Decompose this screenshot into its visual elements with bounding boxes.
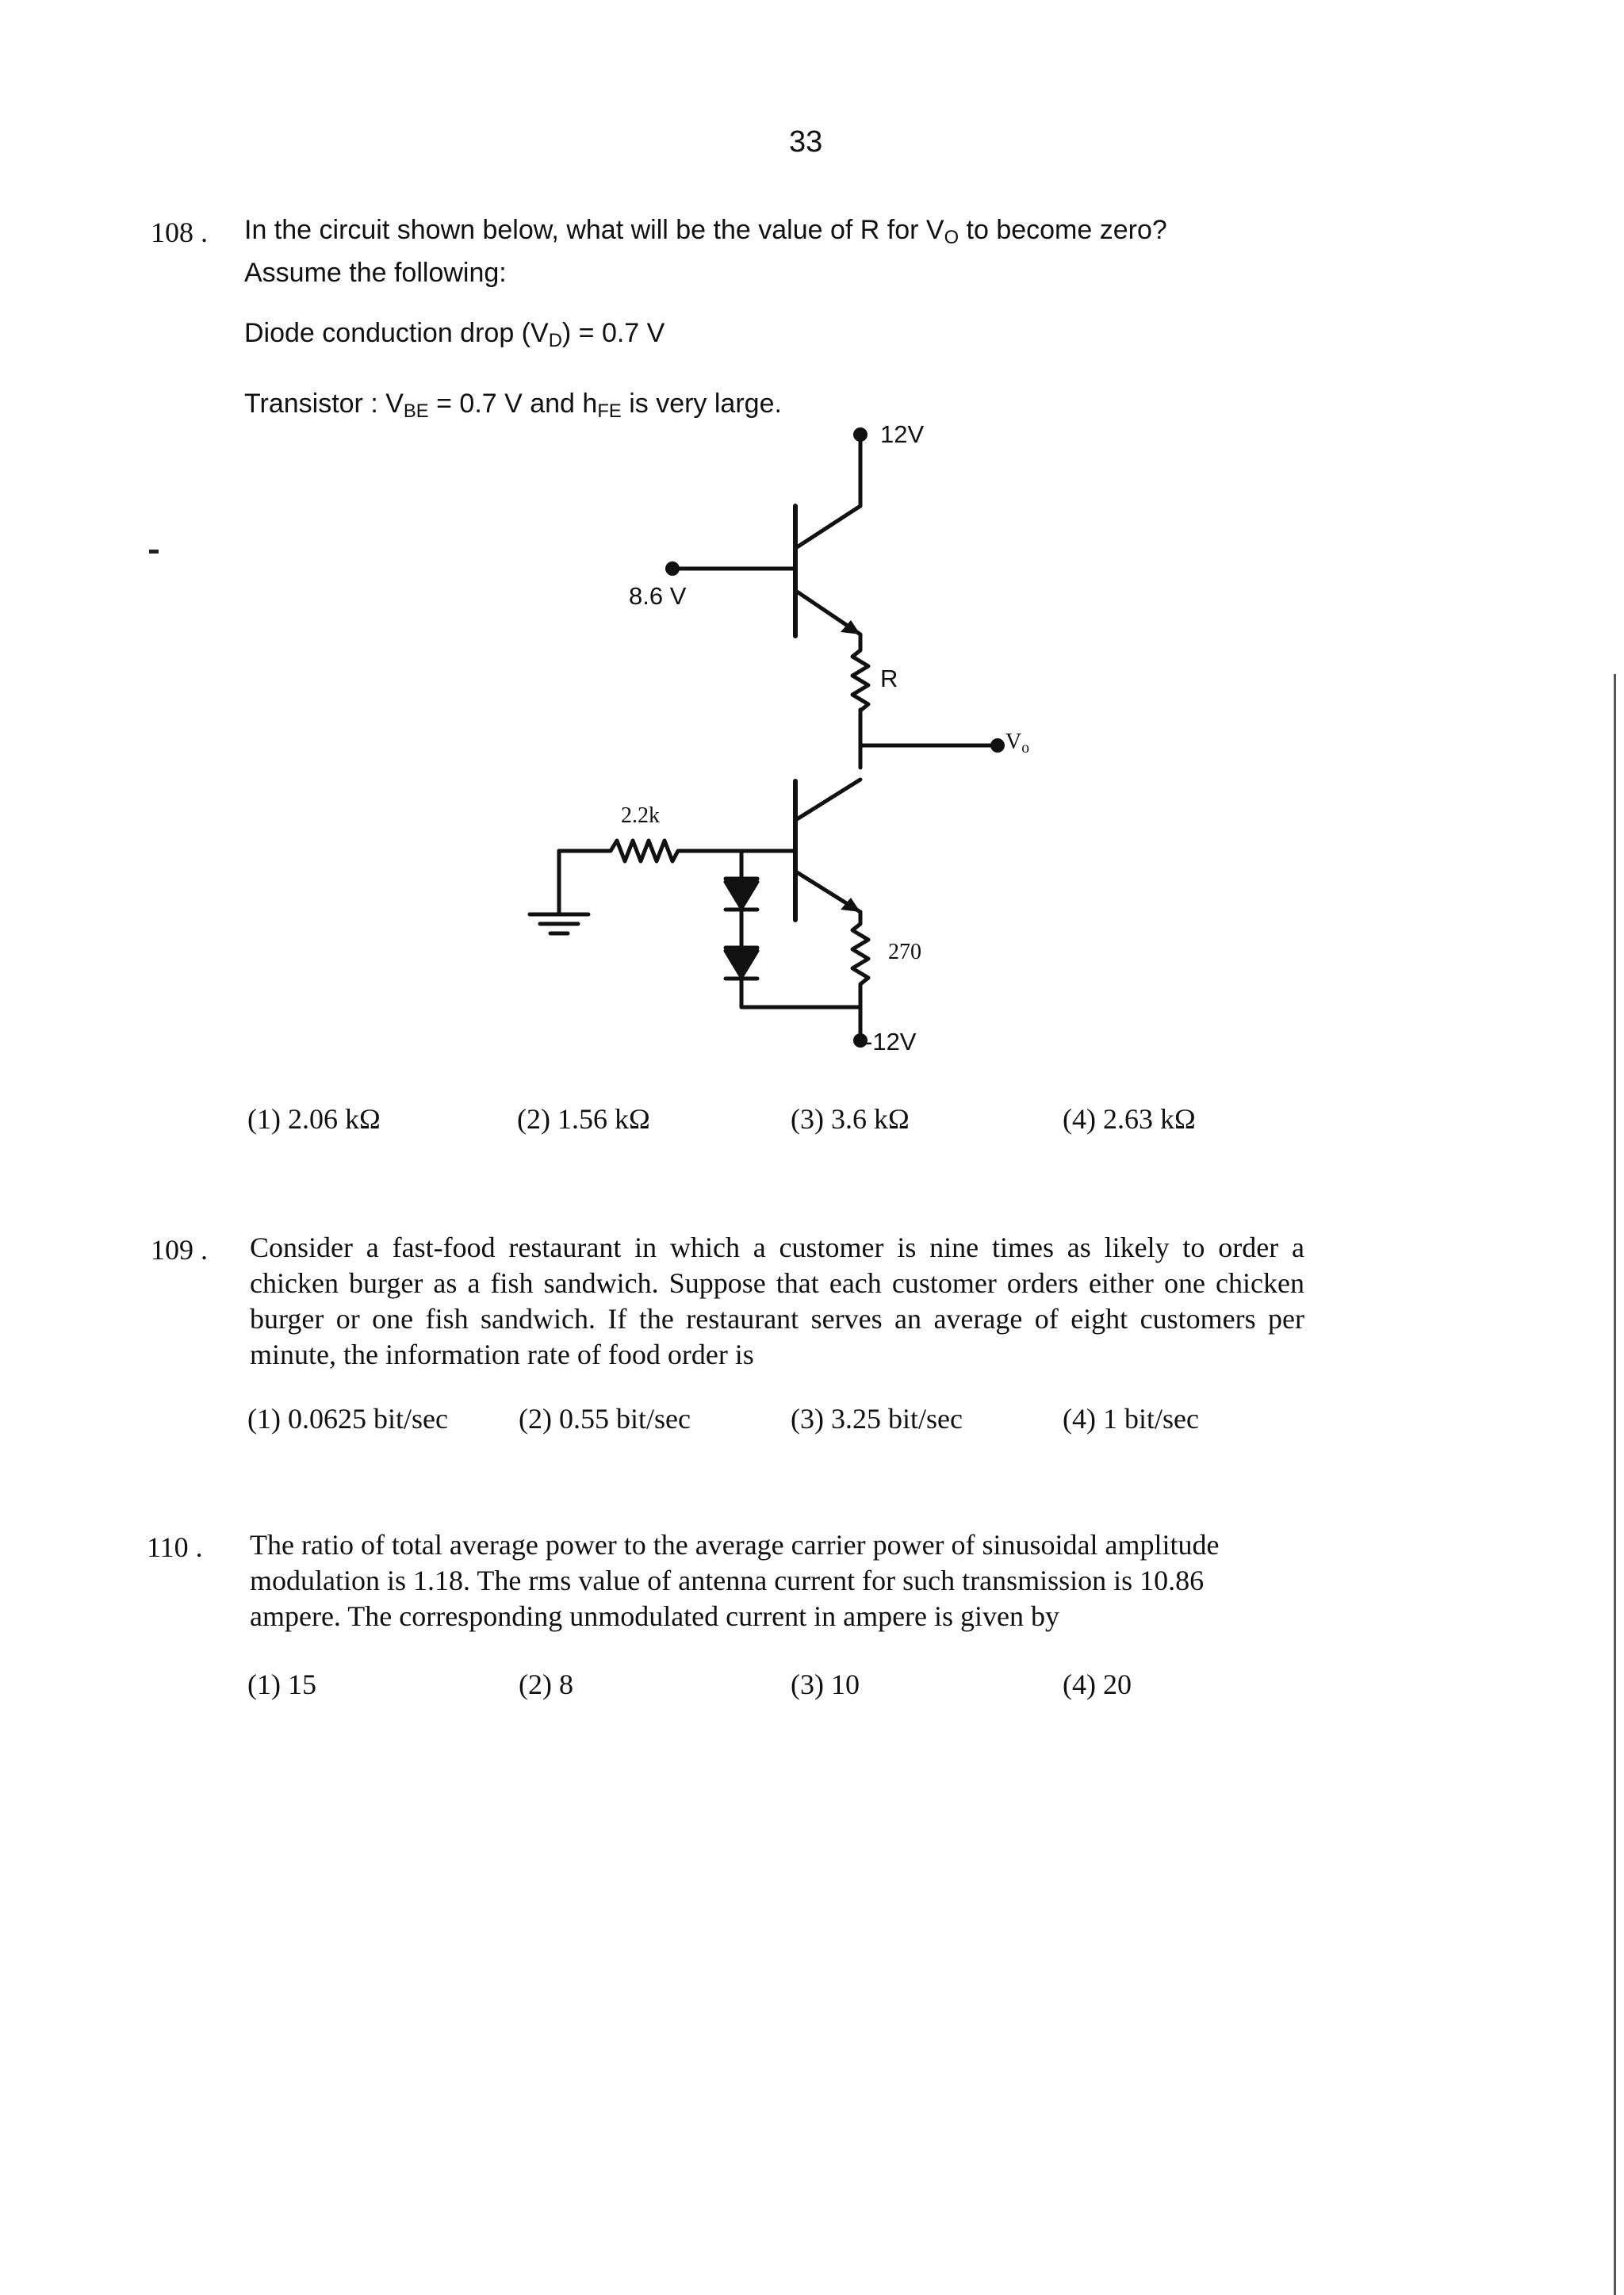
transistor-assumption-part-b: = 0.7 V and h bbox=[428, 389, 598, 419]
q110-option-4[interactable]: (4) 20 bbox=[1063, 1669, 1132, 1700]
q108-line1-part-b: to become zero? bbox=[959, 215, 1167, 245]
terminal-12v bbox=[853, 427, 868, 442]
q109-option-1[interactable]: (1) 0.0625 bit/sec bbox=[247, 1403, 448, 1435]
question-110-line2: modulation is 1.18. The rms value of antenna current for such transmission is 10.86 bbox=[250, 1565, 1205, 1596]
q109-option-4[interactable]: (4) 1 bit/sec bbox=[1063, 1403, 1199, 1435]
transistor-assumption-part-a: Transistor : V bbox=[244, 389, 404, 419]
diode2-triangle bbox=[726, 951, 757, 977]
label-vo bbox=[1005, 730, 1029, 757]
question-110-line3: ampere. The corresponding unmodulated current in ampere is given by bbox=[250, 1600, 1060, 1632]
label-vo-main: V bbox=[1005, 730, 1022, 754]
resistor-2-2k bbox=[559, 841, 690, 861]
diode-assumption-part-a: Diode conduction drop (V bbox=[244, 318, 549, 348]
margin-mark bbox=[149, 550, 159, 554]
q108-option-3[interactable]: (3) 3.6 kΩ bbox=[791, 1103, 910, 1135]
label-minus-12v: -12V bbox=[864, 1028, 917, 1056]
q108-option-1[interactable]: (1) 2.06 kΩ bbox=[247, 1103, 381, 1135]
label-vo-sub: o bbox=[1021, 739, 1030, 757]
question-108-number: 108 . bbox=[151, 216, 208, 248]
q110-option-3[interactable]: (3) 10 bbox=[791, 1669, 860, 1700]
q108-option-4[interactable]: (4) 2.63 kΩ bbox=[1063, 1103, 1196, 1135]
q109-option-2[interactable]: (2) 0.55 bit/sec bbox=[519, 1403, 691, 1435]
transistor-assumption-subscript-be: BE bbox=[403, 400, 429, 422]
q1-collector bbox=[797, 506, 860, 547]
scan-edge-line bbox=[1614, 674, 1616, 2295]
label-8-6v: 8.6 V bbox=[629, 582, 687, 610]
q2-collector bbox=[797, 780, 860, 819]
q109-option-3[interactable]: (3) 3.25 bit/sec bbox=[791, 1403, 963, 1435]
label-12v: 12V bbox=[880, 420, 925, 448]
transistor-assumption-subscript-fe: FE bbox=[597, 400, 622, 422]
diode-assumption-part-b: ) = 0.7 V bbox=[561, 318, 665, 348]
question-110-text bbox=[250, 1527, 1360, 1634]
question-109-number: 109 . bbox=[151, 1234, 208, 1266]
question-108-line2: Assume the following: bbox=[244, 257, 507, 288]
diode-assumption-subscript: D bbox=[548, 329, 562, 351]
question-109-text: Consider a fast-food restaurant in which a customer is nine times as likely to order a chicken burger as a fish sandwich. Suppose that each customer orders either one chicken burger or one fish sandwich. If the restaurant serves an average of eight customers per minute, the information rate of food order is bbox=[250, 1232, 1304, 1370]
label-2-2k: 2.2k bbox=[621, 803, 660, 828]
q108-line1-subscript: O bbox=[944, 226, 959, 248]
resistor-270 bbox=[852, 912, 868, 1040]
q110-option-2[interactable]: (2) 8 bbox=[519, 1669, 573, 1700]
label-270: 270 bbox=[888, 940, 921, 964]
terminal-8-6v bbox=[665, 561, 680, 576]
question-110-line1: The ratio of total average power to the average carrier power of sinusoidal amplitude bbox=[250, 1529, 1220, 1561]
transistor-assumption-part-c: is very large. bbox=[621, 389, 782, 419]
terminal-vo bbox=[990, 738, 1005, 753]
q110-option-1[interactable]: (1) 15 bbox=[247, 1669, 316, 1700]
question-110-number: 110 . bbox=[147, 1531, 203, 1563]
label-r: R bbox=[880, 665, 898, 692]
diode1-triangle bbox=[726, 882, 757, 908]
resistor-r bbox=[852, 634, 868, 711]
page-number: 33 bbox=[789, 125, 823, 159]
q108-line1-part-a: In the circuit shown below, what will be the value of R for V bbox=[244, 215, 944, 245]
q108-option-2[interactable]: (2) 1.56 kΩ bbox=[517, 1103, 650, 1135]
